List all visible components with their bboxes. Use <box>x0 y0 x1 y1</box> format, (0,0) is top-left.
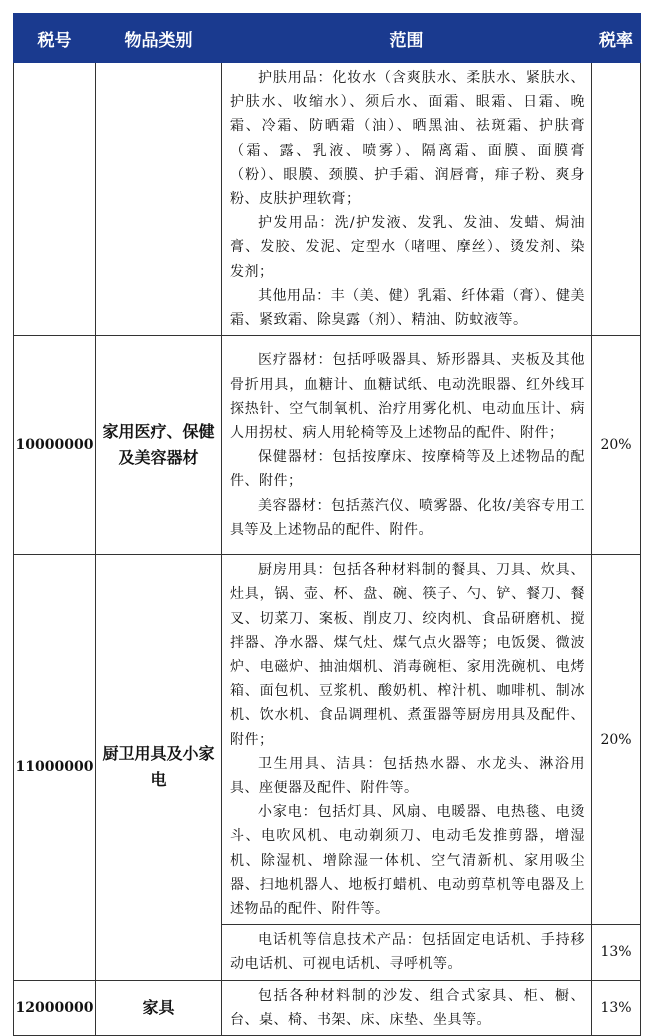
range-paragraph: 厨房用具：包括各种材料制的餐具、刀具、炊具、灶具，锅、壶、杯、盘、碗、筷子、勺、铲、餐刀、餐叉、切菜刀、案板、削皮刀、绞肉机、食品研磨机、搅拌器、净水器、煤气灶、煤气点火器等；电饭煲、微波炉、电磁炉、抽油烟机、消毒碗柜、家用洗碗机、电烤箱、面包机、豆浆机、酸奶机、榨汁机、咖啡机、制冰机、饮水机、食品调理机、煮蛋器等厨房用具及配件、附件； <box>230 562 585 748</box>
range-paragraph: 包括各种材料制的沙发、组合式家具、柜、橱、台、桌、椅、书架、床、床垫、坐具等。 <box>230 987 585 1028</box>
range-cell <box>222 63 592 336</box>
range-paragraph: 保健器材：包括按摩床、按摩椅等及上述物品的配件、附件； <box>230 449 585 490</box>
tax-code-cell <box>14 63 96 336</box>
range-paragraph: 护肤用品：化妆水（含爽肤水、柔肤水、紧肤水、护肤水、收缩水）、须后水、面霜、眼霜、日霜、晚霜、冷霜、防晒霜（油）、晒黑油、祛斑霜、护肤膏（霜、露、乳液、喷雾）、隔离霜、面膜、面膜膏（粉）、眼膜、颈膜、护手霜、润唇膏，痱子粉、爽身粉、皮肤护理软膏； <box>230 70 585 208</box>
category-cell <box>96 63 222 336</box>
range-cell <box>222 980 592 1035</box>
range-paragraph: 其他用品：丰（美、健）乳霜、纤体霜（膏）、健美霜、紧致霜、除臭露（剂）、精油、防蚊液等。 <box>230 287 585 329</box>
table-row <box>14 336 641 555</box>
table-row <box>14 63 641 336</box>
range-cell <box>222 555 592 925</box>
category-cell: 家用医疗、保健及美容器材 <box>96 336 222 555</box>
range-cell <box>222 925 592 980</box>
rate-cell: 20% <box>592 555 641 925</box>
header-category: 物品类别 <box>96 14 222 63</box>
range-cell <box>222 336 592 555</box>
header-rate: 税率 <box>592 14 641 63</box>
header-range: 范围 <box>222 14 592 63</box>
rate-cell: 13% <box>592 980 641 1035</box>
header-tax-code: 税号 <box>14 14 96 63</box>
rate-cell <box>592 63 641 336</box>
range-paragraph: 护发用品：洗/护发液、发乳、发油、发蜡、焗油膏、发胶、发泥、定型水（啫哩、摩丝）、烫发剂、染发剂； <box>230 215 585 280</box>
range-paragraph: 医疗器材：包括呼吸器具、矫形器具、夹板及其他骨折用具，血糖计、血糖试纸、电动洗眼器、红外线耳探热针、空气制氧机、治疗用雾化机、电动血压计、病人用拐杖、病人用轮椅等及上述物品的配件、附件； <box>230 352 585 442</box>
tax-code-cell: 11000000 <box>14 555 96 980</box>
tax-code-cell: 10000000 <box>14 336 96 555</box>
range-paragraph: 小家电：包括灯具、风扇、电暖器、电热毯、电烫斗、电吹风机、电动剃须刀、电动毛发推剪器，增湿机、除湿机、增除湿一体机、空气清新机、家用吸尘器、扫地机器人、地板打蜡机、电动剪草机等电器及上述物品的配件、附件等。 <box>230 804 585 918</box>
category-cell: 厨卫用具及小家电 <box>96 555 222 980</box>
range-paragraph: 美容器材：包括蒸汽仪、喷雾器、化妆/美容专用工具等及上述物品的配件、附件。 <box>230 497 585 538</box>
tax-code-cell: 12000000 <box>14 980 96 1035</box>
tax-rate-table <box>13 13 641 1036</box>
rate-cell: 20% <box>592 336 641 555</box>
category-cell: 家具 <box>96 980 222 1035</box>
rate-cell: 13% <box>592 925 641 980</box>
range-paragraph: 卫生用具、洁具：包括热水器、水龙头、淋浴用具、座便器及配件、附件等。 <box>230 755 585 797</box>
table-row <box>14 555 641 925</box>
table-row <box>14 980 641 1035</box>
range-paragraph: 电话机等信息技术产品：包括固定电话机、手持移动电话机、可视电话机、寻呼机等。 <box>230 932 585 973</box>
table-header-row <box>14 14 641 63</box>
